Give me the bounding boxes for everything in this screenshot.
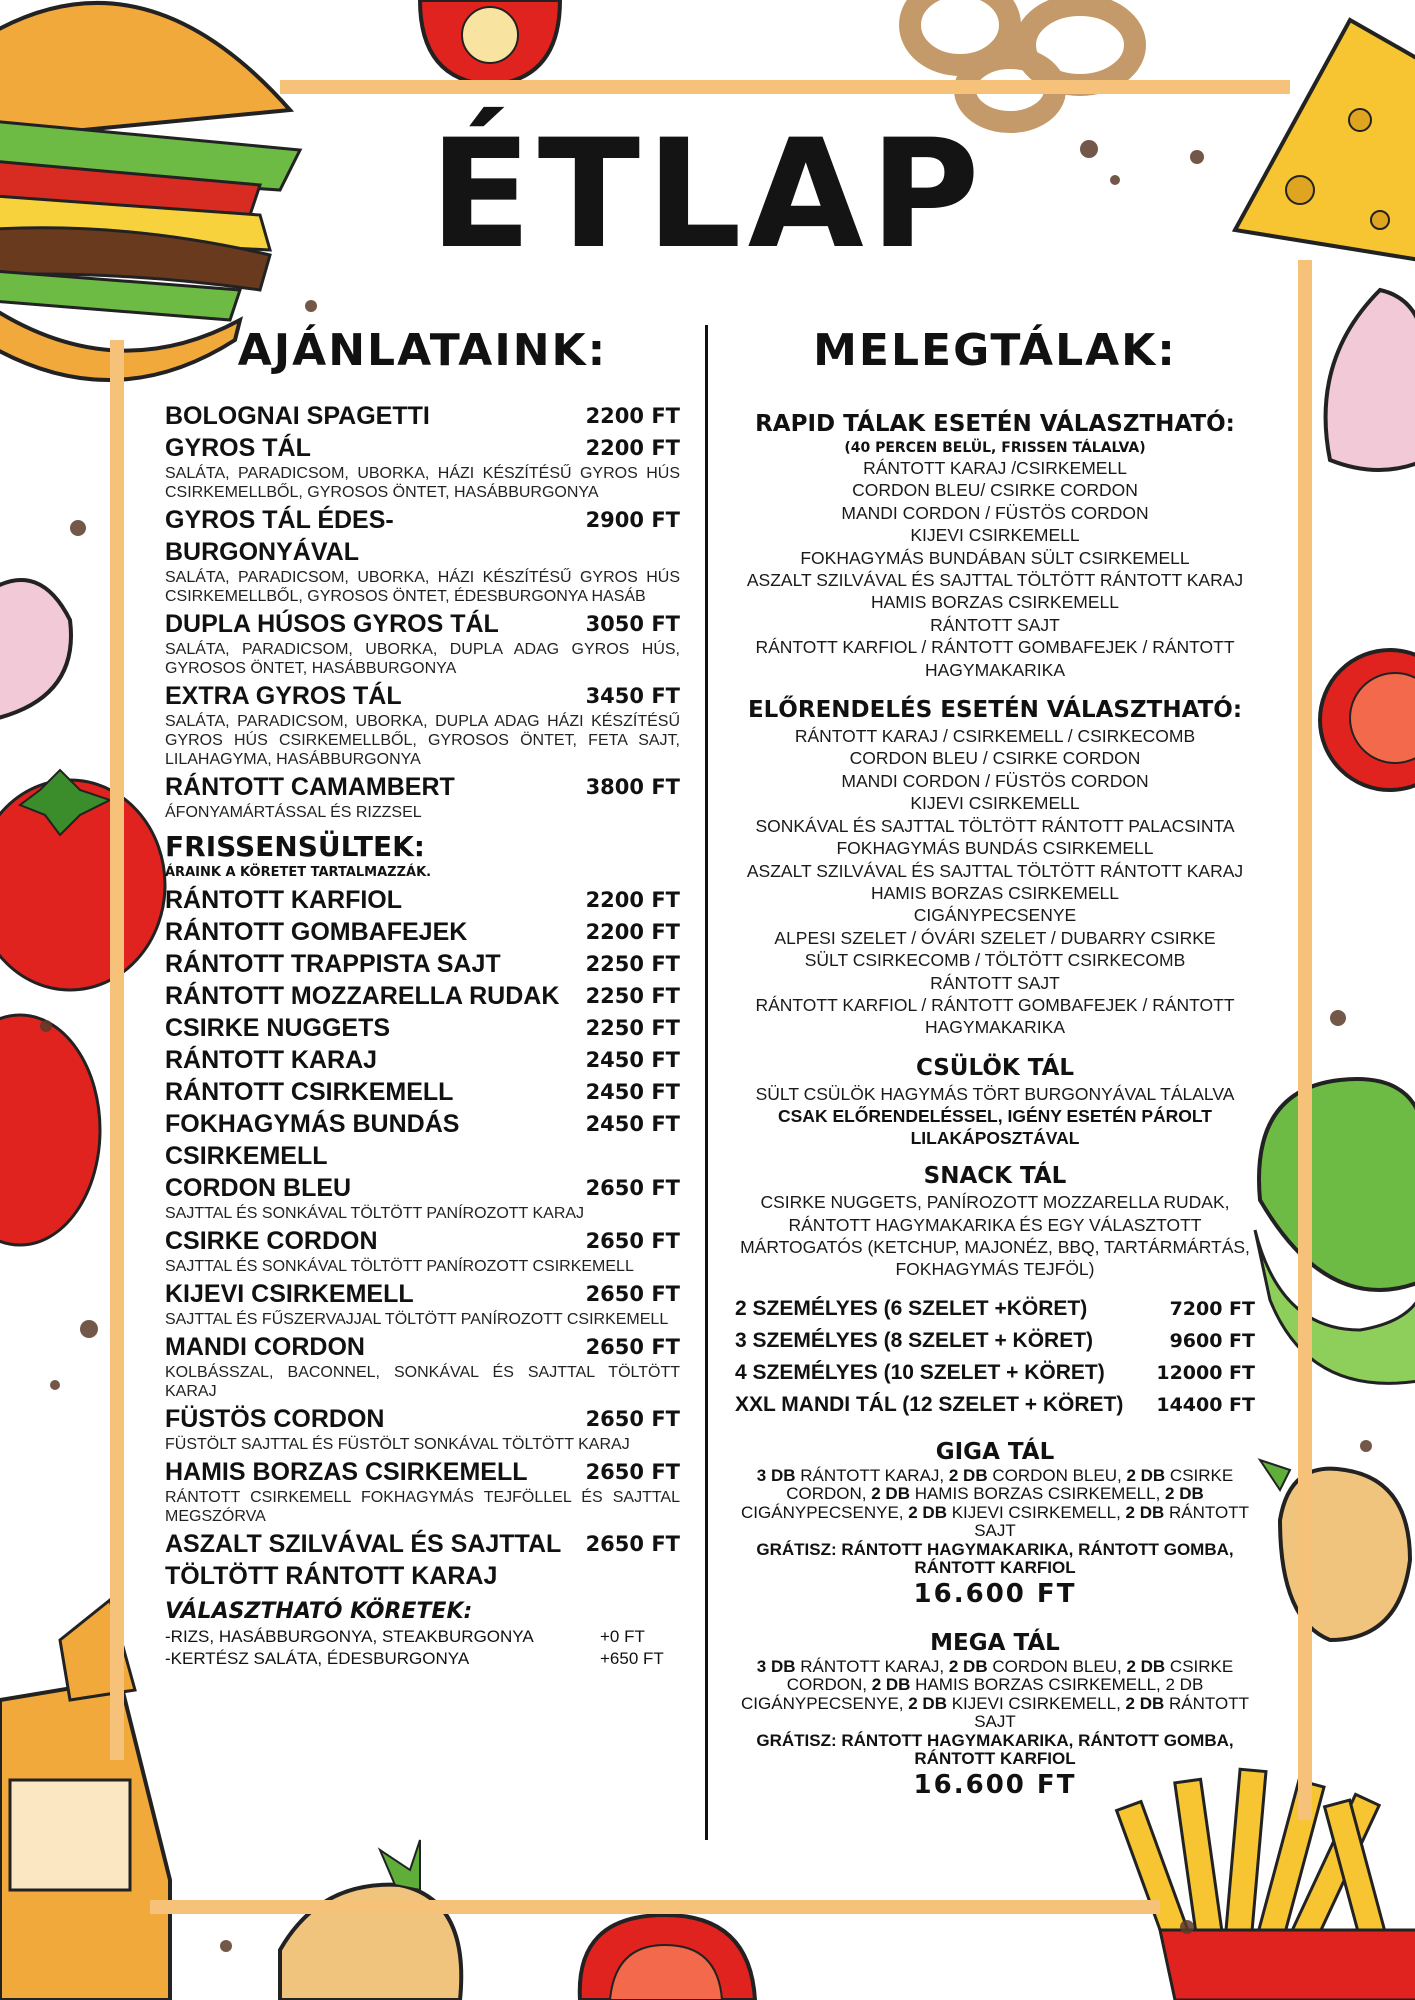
option-line: RÁNTOTT KARAJ /CSIRKEMELL: [863, 458, 1127, 478]
option-line: KIJEVI CSIRKEMELL: [910, 793, 1080, 814]
csulok-note: CSAK ELŐRENDELÉSSEL, IGÉNY ESETÉN PÁROLT LILAKÁPOSZTÁVAL: [778, 1106, 1212, 1149]
portion-table: [725, 1293, 1265, 1421]
splatter: [50, 1380, 60, 1390]
csulok-heading: CSÜLÖK TÁL: [915, 1054, 1075, 1081]
option-line: SONKÁVAL ÉS SAJTTAL TÖLTÖTT RÁNTOTT PALACSINTA: [755, 815, 1235, 836]
menu-item-price: 2200 FT: [585, 888, 680, 912]
menu-item-description: SAJTTAL ÉS SONKÁVAL TÖLTÖTT PANÍROZOTT CSIRKEMELL: [165, 1258, 634, 1275]
rapid-list: [725, 457, 1265, 681]
splatter: [1180, 1920, 1194, 1934]
frame-left: [110, 340, 124, 1760]
menu-item-name: RÁNTOTT CAMAMBERT: [165, 773, 455, 801]
side-row: [165, 1626, 680, 1648]
side-price: +650 FT: [600, 1649, 664, 1668]
snack-text: CSIRKE NUGGETS, PANÍROZOTT MOZZARELLA RUDAK, RÁNTOTT HAGYMAKARIKA ÉS EGY VÁLASZTOTT MÁRTOGATÓS (KETCHUP, MAJONÉZ, BBQ, TARTÁRMÁRTÁS, FOKHAGYMÁS TEJFÖL): [740, 1192, 1250, 1280]
menu-item: [165, 1278, 680, 1329]
menu-item-name: RÁNTOTT KARFIOL: [165, 886, 403, 914]
menu-item-name: GYROS TÁL ÉDES-BURGONYÁVAL: [165, 506, 394, 566]
giga-contents: 3 DB RÁNTOTT KARAJ, 2 DB CORDON BLEU, 2 DB CSIRKE CORDON, 2 DB HAMIS BORZAS CSIRKEMELL, 2 DB CIGÁNYPECSENYE, 2 DB KIJEVI CSIRKEMELL, 2 DB RÁNTOTT SAJT: [741, 1465, 1249, 1541]
menu-item-price: 2650 FT: [585, 1176, 680, 1200]
option-line: HAMIS BORZAS CSIRKEMELL: [871, 882, 1119, 903]
menu-item: [165, 980, 680, 1012]
menu-item-name: RÁNTOTT KARAJ: [165, 1046, 378, 1074]
menu-item-name: RÁNTOTT CSIRKEMELL: [165, 1078, 454, 1106]
menu-item-name: HAMIS BORZAS CSIRKEMELL: [165, 1458, 528, 1486]
option-line: MANDI CORDON / FÜSTÖS CORDON: [841, 770, 1149, 791]
portion-name: 2 SZEMÉLYES (6 SZELET +KÖRET): [735, 1296, 1088, 1320]
portion-price: 9600 FT: [1169, 1329, 1255, 1352]
fried-heading: FRISSENSÜLTEK:: [165, 830, 425, 863]
fried-list: [165, 884, 680, 1592]
menu-item-name: FOKHAGYMÁS BUNDÁS CSIRKEMELL: [165, 1110, 460, 1170]
onion-rings-illustration: [910, 0, 1135, 122]
mega-price: 16.600 FT: [913, 1769, 1077, 1800]
onion-left-illustration: [0, 580, 71, 720]
menu-item: [165, 884, 680, 916]
menu-item-name: FÜSTÖS CORDON: [165, 1405, 385, 1433]
menu-item-description: KOLBÁSSZAL, BACONNEL, SONKÁVAL ÉS SAJTTAL TÖLTÖTT KARAJ: [165, 1364, 680, 1400]
splatter: [305, 300, 317, 312]
menu-item: [165, 1331, 680, 1401]
side-name: -RIZS, HASÁBBURGONYA, STEAKBURGONYA: [165, 1627, 534, 1646]
menu-item-name: CORDON BLEU: [165, 1174, 352, 1202]
mega-gratis: GRÁTISZ: RÁNTOTT HAGYMAKARIKA, RÁNTOTT GOMBA, RÁNTOTT KARFIOL: [756, 1730, 1234, 1769]
option-line: CIGÁNYPECSENYE: [913, 905, 1077, 926]
menu-item-price: 2650 FT: [585, 1229, 680, 1253]
portion-row: [725, 1357, 1265, 1389]
menu-item-price: 2250 FT: [585, 952, 680, 976]
mustard-bottle-illustration: [0, 1600, 170, 2000]
menu-item-name: ASZALT SZILVÁVAL ÉS SAJTTAL TÖLTÖTT RÁNTOTT KARAJ: [165, 1530, 561, 1590]
menu-item-name: KIJEVI CSIRKEMELL: [165, 1280, 414, 1308]
menu-item: [165, 1225, 680, 1276]
menu-item: [165, 432, 680, 502]
giga-gratis: GRÁTISZ: RÁNTOTT HAGYMAKARIKA, RÁNTOTT GOMBA, RÁNTOTT KARFIOL: [756, 1539, 1234, 1578]
left-column: [165, 400, 680, 1670]
left-column-heading: AJÁNLATAINK:: [237, 325, 608, 376]
option-line: MANDI CORDON / FÜSTÖS CORDON: [841, 502, 1149, 523]
portion-name: 3 SZEMÉLYES (8 SZELET + KÖRET): [735, 1328, 1094, 1352]
splatter: [220, 1940, 232, 1952]
menu-item-description: RÁNTOTT CSIRKEMELL FOKHAGYMÁS TEJFÖLLEL ÉS SAJTTAL MEGSZÓRVA: [165, 1489, 680, 1525]
menu-item-description: ÁFONYAMÁRTÁSSAL ÉS RIZZSEL: [165, 804, 422, 821]
option-line: RÁNTOTT SAJT: [930, 614, 1060, 635]
option-line: RÁNTOTT SAJT: [930, 972, 1060, 993]
side-name: -KERTÉSZ SALÁTA, ÉDESBURGONYA: [165, 1649, 470, 1668]
csulok-line: SÜLT CSÜLÖK HAGYMÁS TÖRT BURGONYÁVAL TÁLALVA: [755, 1083, 1235, 1104]
onion-bottom-right-illustration: [1260, 1460, 1410, 1640]
splatter: [40, 1020, 52, 1032]
menu-item-name: BOLOGNAI SPAGETTI: [165, 402, 430, 430]
menu-item-name: CSIRKE NUGGETS: [165, 1014, 391, 1042]
right-column-heading: MELEGTÁLAK:: [813, 325, 1177, 376]
onion-bottom-illustration: [280, 1840, 461, 2000]
menu-item-description: SALÁTA, PARADICSOM, UBORKA, HÁZI KÉSZÍTÉSŰ GYROS HÚS CSIRKEMELLBŐL, GYROSOS ÖNTET, ÉDESBURGONYA HASÁB: [165, 569, 680, 605]
option-line: SÜLT CSIRKECOMB / TÖLTÖTT CSIRKECOMB: [804, 950, 1186, 971]
portion-name: XXL MANDI TÁL (12 SZELET + KÖRET): [735, 1392, 1124, 1416]
tomato-left-illustration: [0, 770, 165, 1245]
menu-item: [165, 680, 680, 769]
menu-item-description: SALÁTA, PARADICSOM, UBORKA, DUPLA ADAG GYROS HÚS, GYROSOS ÖNTET, HASÁBBURGONYA: [165, 641, 680, 677]
splatter: [70, 520, 86, 536]
mega-contents: 3 DB RÁNTOTT KARAJ, 2 DB CORDON BLEU, 2 DB CSIRKE CORDON, 2 DB HAMIS BORZAS CSIRKEMELL, 2 DB CIGÁNYPECSENYE, 2 DB KIJEVI CSIRKEMELL, 2 DB RÁNTOTT SAJT: [741, 1656, 1249, 1732]
menu-item: [165, 608, 680, 678]
rapid-heading: RAPID TÁLAK ESETÉN VÁLASZTHATÓ:: [755, 411, 1235, 437]
option-line: RÁNTOTT KARFIOL / RÁNTOTT GOMBAFEJEK / RÁNTOTT HAGYMAKARIKA: [755, 637, 1235, 680]
portion-price: 12000 FT: [1156, 1361, 1255, 1384]
rapid-note: (40 PERCEN BELÜL, FRISSEN TÁLALVA): [844, 440, 1146, 456]
frame-top: [280, 80, 1290, 94]
side-row: [165, 1648, 680, 1670]
menu-item-price: 3800 FT: [585, 775, 680, 799]
giga-price: 16.600 FT: [913, 1578, 1077, 1609]
menu-item-price: 2450 FT: [585, 1080, 680, 1104]
menu-item-price: 3450 FT: [585, 684, 680, 708]
tomato-right-illustration: [1320, 650, 1415, 790]
menu-item-name: DUPLA HÚSOS GYROS TÁL: [165, 610, 499, 638]
tomato-top-illustration: [420, 0, 560, 85]
menu-item-name: RÁNTOTT GOMBAFEJEK: [165, 918, 468, 946]
frame-right: [1298, 260, 1312, 1820]
menu-item: [165, 504, 680, 606]
onion-right-illustration: [1326, 290, 1415, 470]
page-title: ÉTLAP: [429, 108, 986, 282]
menu-item-description: SAJTTAL ÉS SONKÁVAL TÖLTÖTT PANÍROZOTT KARAJ: [165, 1205, 585, 1222]
menu-item: [165, 1012, 680, 1044]
menu-item: [165, 400, 680, 432]
menu-item-price: 2250 FT: [585, 1016, 680, 1040]
side-price: +0 FT: [600, 1627, 645, 1646]
option-line: RÁNTOTT KARAJ / CSIRKEMELL / CSIRKECOMB: [794, 726, 1196, 747]
tomato-bottom-illustration: [580, 1915, 755, 2000]
option-line: KIJEVI CSIRKEMELL: [910, 525, 1080, 546]
splatter: [80, 1320, 98, 1338]
menu-item-price: 2200 FT: [585, 920, 680, 944]
sides-heading: VÁLASZTHATÓ KÖRETEK:: [165, 1599, 473, 1624]
menu-item-description: SALÁTA, PARADICSOM, UBORKA, DUPLA ADAG HÁZI KÉSZÍTÉSŰ GYROS HÚS CSIRKEMELLBŐL, GYROSOS ÖNTET, FETA SAJT, LILAHAGYMA, HASÁBBURGONYA: [165, 713, 680, 768]
menu-item-price: 2650 FT: [585, 1532, 680, 1556]
option-line: FOKHAGYMÁS BUNDÁS CSIRKEMELL: [836, 838, 1154, 859]
lettuce-illustration: [1255, 1079, 1415, 1383]
menu-item-description: FÜSTÖLT SAJTTAL ÉS FÜSTÖLT SONKÁVAL TÖLTÖTT KARAJ: [165, 1436, 630, 1453]
option-line: RÁNTOTT KARFIOL / RÁNTOTT GOMBAFEJEK / RÁNTOTT HAGYMAKARIKA: [755, 994, 1235, 1038]
menu-item: [165, 1044, 680, 1076]
snack-heading: SNACK TÁL: [923, 1163, 1067, 1190]
right-column: [725, 405, 1265, 1801]
menu-item-price: 2650 FT: [585, 1407, 680, 1431]
menu-item: [165, 1403, 680, 1454]
menu-item-name: CSIRKE CORDON: [165, 1227, 378, 1255]
portion-row: [725, 1389, 1265, 1421]
menu-item-name: GYROS TÁL: [165, 434, 311, 462]
recommendations-list: [165, 400, 680, 822]
menu-item-description: SAJTTAL ÉS FŰSZERVAJJAL TÖLTÖTT PANÍROZOTT CSIRKEMELL: [165, 1311, 669, 1328]
menu-item-price: 3050 FT: [585, 612, 680, 636]
menu-item-price: 2450 FT: [585, 1112, 680, 1136]
menu-item-price: 2650 FT: [585, 1460, 680, 1484]
option-line: ALPESI SZELET / ÓVÁRI SZELET / DUBARRY CSIRKE: [774, 927, 1216, 948]
portion-row: [725, 1293, 1265, 1325]
splatter: [1330, 1010, 1346, 1026]
fries-illustration: [1117, 1769, 1415, 2000]
column-divider: [705, 325, 708, 1840]
menu-item-description: SALÁTA, PARADICSOM, UBORKA, HÁZI KÉSZÍTÉSŰ GYROS HÚS CSIRKEMELLBŐL, GYROSOS ÖNTET, HASÁBBURGONYA: [165, 465, 680, 501]
menu-item-name: RÁNTOTT MOZZARELLA RUDAK: [165, 982, 560, 1010]
preorder-heading: ELŐRENDELÉS ESETÉN VÁLASZTHATÓ:: [747, 697, 1243, 724]
menu-item-price: 2650 FT: [585, 1335, 680, 1359]
mega-heading: MEGA TÁL: [930, 1629, 1060, 1656]
fried-note: ÁRAINK A KÖRETET TARTALMAZZÁK.: [165, 865, 432, 880]
menu-item-name: MANDI CORDON: [165, 1333, 365, 1361]
menu-item: [165, 916, 680, 948]
menu-item: [165, 1528, 680, 1592]
portion-row: [725, 1325, 1265, 1357]
frame-bottom: [150, 1900, 1160, 1914]
menu-item-name: EXTRA GYROS TÁL: [165, 682, 402, 710]
menu-item-price: 2250 FT: [585, 984, 680, 1008]
menu-item: [165, 1456, 680, 1526]
option-line: CORDON BLEU / CSIRKE CORDON: [849, 748, 1141, 769]
splatter: [1360, 1440, 1372, 1452]
menu-item-name: RÁNTOTT TRAPPISTA SAJT: [165, 950, 501, 978]
option-line: ASZALT SZILVÁVAL ÉS SAJTTAL TÖLTÖTT RÁNTOTT KARAJ: [746, 860, 1244, 881]
portion-price: 14400 FT: [1156, 1393, 1255, 1416]
menu-item-price: 2200 FT: [585, 404, 680, 428]
menu-item: [165, 948, 680, 980]
menu-item-price: 2200 FT: [585, 436, 680, 460]
menu-item: [165, 771, 680, 822]
option-line: ASZALT SZILVÁVAL ÉS SAJTTAL TÖLTÖTT RÁNTOTT KARAJ: [746, 570, 1244, 591]
menu-item-price: 2900 FT: [585, 508, 680, 532]
menu-item: [165, 1172, 680, 1223]
portion-price: 7200 FT: [1169, 1297, 1255, 1320]
option-line: CORDON BLEU/ CSIRKE CORDON: [852, 480, 1138, 501]
option-line: HAMIS BORZAS CSIRKEMELL: [871, 592, 1119, 613]
option-line: FOKHAGYMÁS BUNDÁBAN SÜLT CSIRKEMELL: [800, 547, 1190, 568]
menu-item-price: 2650 FT: [585, 1282, 680, 1306]
preorder-list: [725, 725, 1265, 1039]
menu-item: [165, 1076, 680, 1108]
giga-heading: GIGA TÁL: [935, 1438, 1055, 1465]
portion-name: 4 SZEMÉLYES (10 SZELET + KÖRET): [735, 1360, 1105, 1384]
menu-item: [165, 1108, 680, 1172]
menu-item-price: 2450 FT: [585, 1048, 680, 1072]
